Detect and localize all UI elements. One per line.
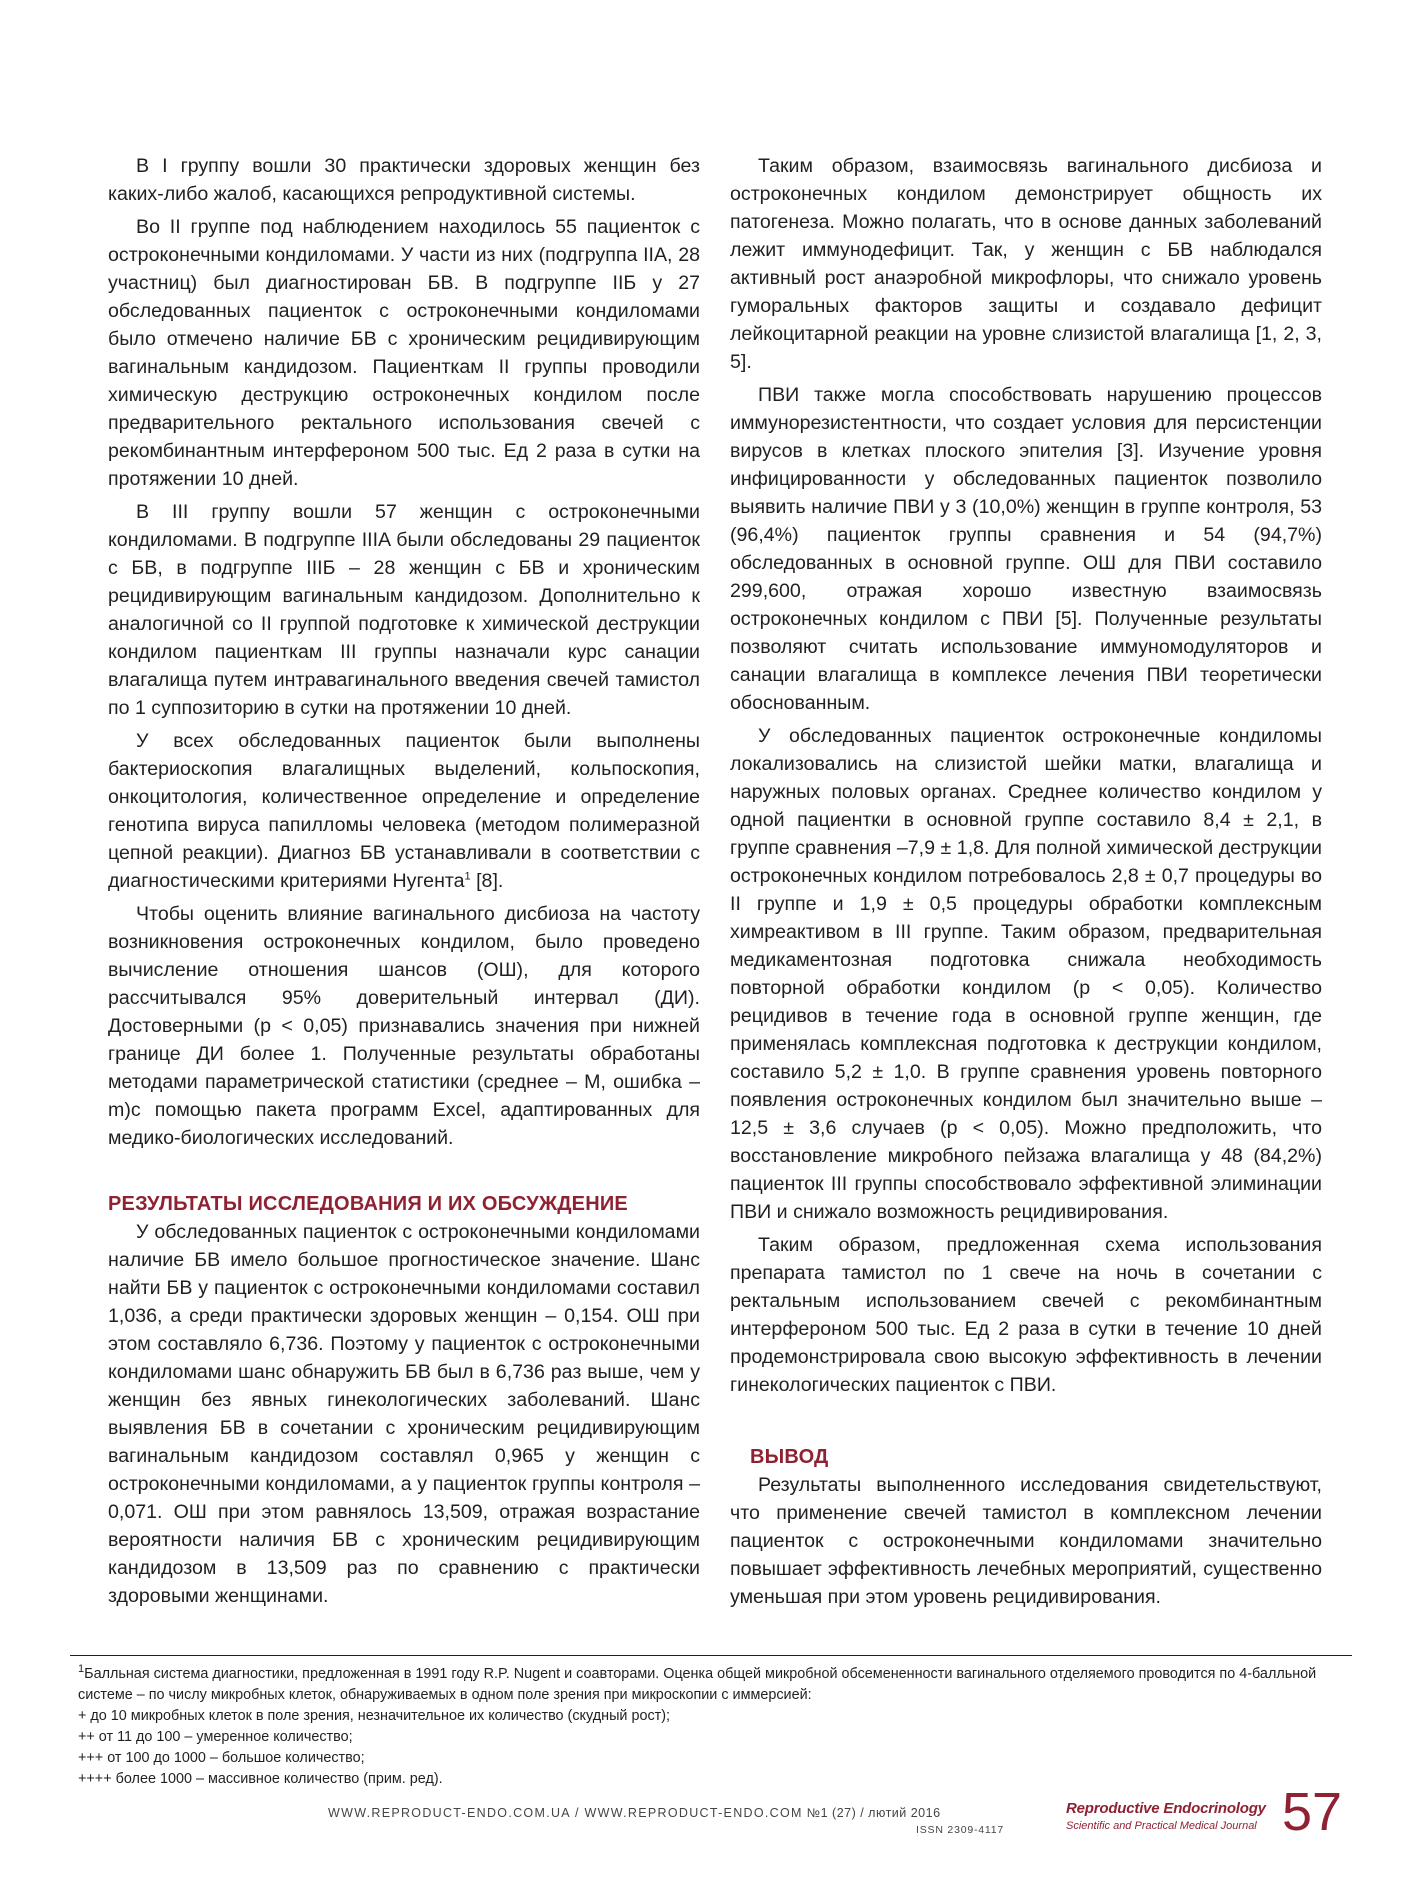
paragraph-dysbiosis: Таким образом, взаимосвязь вагинального дисбиоза и остроконечных кондилом демонстрирует общность их патогенеза. Можно полагать, что в основе данных заболеваний лежит иммунодефицит. Так, у женщин с БВ наблюдался активный рост анаэробной микрофлоры, что снижало уровень гуморальных факторов защиты и создавало дефицит лейкоцитарной реакции на уровне слизистой влагалища [1, 2, 3, 5]. bbox=[730, 155, 1322, 373]
page-number: 57 bbox=[1282, 1782, 1343, 1842]
paragraph-group-3: В III группу вошли 57 женщин с остроконечными кондиломами. В подгруппе IIIA были обследованы 29 пациенток с БВ, в подгруппе IIIБ – 28 женщин с БВ и хроническим рецидивирующим вагинальным кандидозом. Дополнительно к аналогичной со II группой подготовке к химической деструкции кондилом пациенткам III группы назначали курс санации влагалища путем интравагинального введения свечей тамистол по 1 суппозиторию в сутки на протяжении 10 дней. bbox=[108, 501, 700, 719]
paragraph-methods bbox=[108, 727, 700, 895]
journal-title: Reproductive Endocrinology bbox=[1066, 1800, 1266, 1817]
footnote-line: ++ от 11 до 100 – умеренное количество; bbox=[78, 1729, 353, 1745]
right-column bbox=[730, 152, 1322, 1611]
footnotes bbox=[78, 1664, 1348, 1790]
paragraph-statistics: Чтобы оценить влияние вагинального дисбиоза на частоту возникновения остроконечных кондилом, было проведено вычисление отношения шансов (ОШ), для которого рассчитывался 95% доверительный интервал (ДИ). Достоверными (p < 0,05) признавались значения при нижней границе ДИ более 1. Полученные результаты обработаны методами параметрической статистики (среднее – М, ошибка – m)с помощью пакета программ Excel, адаптированных для медико-биологических исследований. bbox=[108, 903, 700, 1149]
footer-urls bbox=[328, 1806, 941, 1820]
section-heading-results: РЕЗУЛЬТАТЫ ИССЛЕДОВАНИЯ И ИХ ОБСУЖДЕНИЕ bbox=[108, 1193, 628, 1215]
footnote-reference[interactable]: 1 bbox=[464, 870, 471, 883]
paragraph-results: У обследованных пациенток с остроконечными кондиломами наличие БВ имело большое прогностическое значение. Шанс найти БВ у пациенток с остроконечными кондиломами составил 1,036, а среди практически здоровых женщин – 0,154. ОШ при этом составляло 6,736. Поэтому у пациенток с остроконечными кондиломами шанс обнаружить БВ был в 6,736 раз выше, чем у женщин без явных гинекологических заболеваний. Шанс выявления БВ в сочетании с хроническим рецидивирующим вагинальным кандидозом составлял 0,965 у женщин с остроконечными кондиломами, а у пациенток группы контроля – 0,071. ОШ при этом равнялось 13,509, отражая возрастание вероятности наличия БВ с хроническим рецидивирующим кандидозом в 13,509 раз по сравнению с практически здоровыми женщинами. bbox=[108, 1221, 700, 1607]
footnote-line: +++ от 100 до 1000 – большое количество; bbox=[78, 1750, 365, 1766]
citation-text: [8]. bbox=[470, 870, 504, 892]
paragraph-scheme: Таким образом, предложенная схема использования препарата тамистол по 1 свече на ночь в сочетании с ректальным использованием свечей с рекомбинантным интерфероном 500 тыс. Ед 2 раза в сутки в течение 10 дней продемонстрировала свою высокую эффективность в лечении гинекологических пациенток с ПВИ. bbox=[730, 1234, 1322, 1396]
footnote-line: + до 10 микробных клеток в поле зрения, незначительное их количество (скудный рост); bbox=[78, 1708, 671, 1724]
footnote-marker: 1 bbox=[78, 1663, 85, 1676]
paragraph-pvi: ПВИ также могла способствовать нарушению процессов иммунорезистентности, что создает условия для персистенции вирусов в клетках плоского эпителия [3]. Изучение уровня инфицированности у обследованных пациенток позволило выявить наличие ПВИ у 3 (10,0%) женщин в группе контроля, 53 (96,4%) пациенток группы сравнения и 54 (94,7%) обследованных в основной группе. ОШ для ПВИ составило 299,600, отражая хорошо известную взаимосвязь остроконечных кондилом с ПВИ [5]. Полученные результаты позволяют считать использование иммуномодуляторов и санации влагалища в комплексе лечения ПВИ теоретически обоснованным. bbox=[730, 384, 1322, 714]
paragraph-condylomas: У обследованных пациенток остроконечные кондиломы локализовались на слизистой шейки матки, влагалища и наружных половых органах. Среднее количество кондилом у одной пациентки в основной группе составило 8,4 ± 2,1, в группе сравнения –7,9 ± 1,8. Для полной химической деструкции остроконечных кондилом потребовалось 2,8 ± 0,7 процедуры во II группе и 1,9 ± 0,5 процедуры обработки комплексным химреактивом в III группе. Таким образом, предварительная медикаментозная подготовка снижала необходимость повторной обработки кондилом (p < 0,05). Количество рецидивов в течение года в основной группе женщин, где применялась комплексная подготовка к деструкции кондилом, составило 5,2 ± 1,0. В группе сравнения уровень повторного появления остроконечных кондилом был значительно выше – 12,5 ± 3,6 случаев (p < 0,05). Можно предположить, что восстановление микробного пейзажа влагалища у 48 (84,2%) пациенток III группы способствовало эффективной элиминации ПВИ и снижало возможность рецидивирования. bbox=[730, 725, 1322, 1223]
section-heading-conclusion: ВЫВОД bbox=[750, 1446, 829, 1468]
footnote-text: Балльная система диагностики, предложенная в 1991 году R.P. Nugent и соавторами. Оценка общей микробной обсемененности вагинального отделяемого проводится по 4-балльной bbox=[84, 1666, 1317, 1682]
footnote-line bbox=[78, 1664, 1348, 1685]
paragraph-conclusion: Результаты выполненного исследования свидетельствуют, что применение свечей тамистол в комплексном лечении пациенток с остроконечными кондиломами значительно повышает эффективность лечебных мероприятий, существенно уменьшая при этом уровень рецидивирования. bbox=[730, 1474, 1322, 1608]
issue-info: №1 (27) / лютий 2016 bbox=[802, 1806, 941, 1820]
journal-subtitle: Scientific and Practical Medical Journal bbox=[1066, 1820, 1257, 1832]
website-link[interactable]: WWW.REPRODUCT-ENDO.COM.UA / WWW.REPRODUCT-ENDO.COM bbox=[328, 1806, 803, 1820]
paragraph-methods-text: У всех обследованных пациенток были выполнены бактериоскопия влагалищных выделений, кольпоскопия, онкоцитология, количественное определение и определение генотипа вируса папилломы человека (методом полимеразной цепной реакции). Диагноз БВ устанавливали в соответствии с диагностическими критериями Нугента bbox=[108, 730, 700, 892]
footnote-line: ++++ более 1000 – массивное количество (прим. ред). bbox=[78, 1771, 443, 1787]
footnote-line: системе – по числу микробных клеток, обнаруживаемых в одном поле зрения при микроскопии с иммерсией: bbox=[78, 1687, 812, 1703]
paragraph-group-2: Во II группе под наблюдением находилось 55 пациенток с остроконечными кондиломами. У части из них (подгруппа IIA, 28 участниц) был диагностирован БВ. В подгруппе IIБ у 27 обследованных пациенток с остроконечными кондиломами было отмечено наличие БВ с хроническим рецидивирующим вагинальным кандидозом. Пациенткам II группы проводили химическую деструкцию остроконечных кондилом после предварительного ректального использования свечей с рекомбинантным интерфероном 500 тыс. Ед 2 раза в сутки на протяжении 10 дней. bbox=[108, 216, 700, 490]
issn: ISSN 2309-4117 bbox=[916, 1824, 1005, 1836]
footnote-divider bbox=[70, 1655, 1352, 1656]
left-column bbox=[108, 152, 700, 1610]
paragraph-group-1: В I группу вошли 30 практически здоровых женщин без каких-либо жалоб, касающихся репродуктивной системы. bbox=[108, 155, 700, 205]
